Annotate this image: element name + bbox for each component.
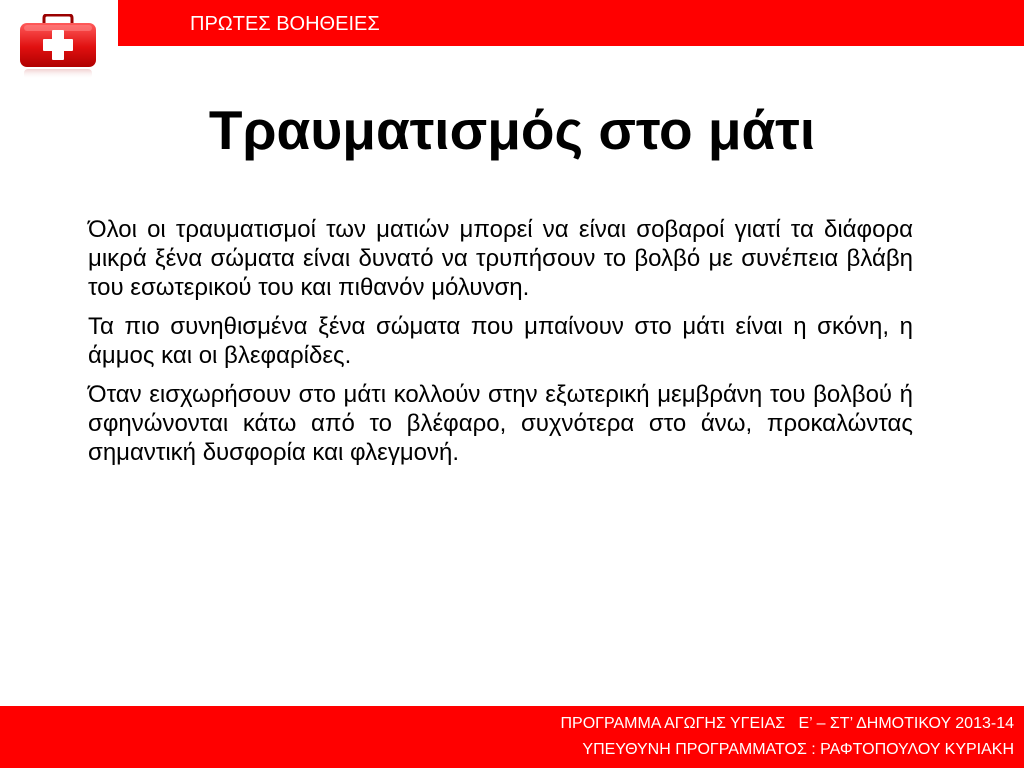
- footer-bar: [0, 706, 1024, 768]
- slide-title: Τραυματισμός στο μάτι: [208, 99, 816, 161]
- paragraph-3: Όταν εισχωρήσουν στο μάτι κολλούν στην εξωτερική μεμβράνη του βολβού ή σφηνώνονται κάτω από το βλέφαρο, συχνότερα στο άνω, προκαλώντας σημαντική δυσφορία και φλεγμονή.: [88, 381, 913, 466]
- body-text: [88, 215, 913, 477]
- paragraph-2: Τα πιο συνηθισμένα ξένα σώματα που μπαίνουν στο μάτι είναι η σκόνη, η άμμος και οι βλεφαρίδες.: [88, 313, 913, 369]
- header-title: ΠΡΩΤΕΣ ΒΟΗΘΕΙΕΣ: [190, 13, 380, 35]
- footer-program-text: ΠΡΟΓΡΑΜΜΑ ΑΓΩΓΗΣ ΥΓΕΙΑΣ Ε’ – ΣΤ’ ΔΗΜΟΤΙΚΟΥ 2013-14: [560, 715, 1014, 732]
- footer-responsible-text: ΥΠΕΥΘΥΝΗ ΠΡΟΓΡΑΜΜΑΤΟΣ : ΡΑΦΤΟΠΟΥΛΟΥ ΚΥΡΙΑΚΗ: [582, 741, 1014, 758]
- first-aid-kit-icon: [18, 14, 98, 80]
- paragraph-1: Όλοι οι τραυματισμοί των ματιών μπορεί να είναι σοβαροί γιατί τα διάφορα μικρά ξένα σώματα είναι δυνατό να τρυπήσουν το βολβό με συνέπεια βλάβη του εσωτερικού του και πιθανόν μόλυνση.: [88, 216, 913, 301]
- header-bar: [118, 0, 1024, 46]
